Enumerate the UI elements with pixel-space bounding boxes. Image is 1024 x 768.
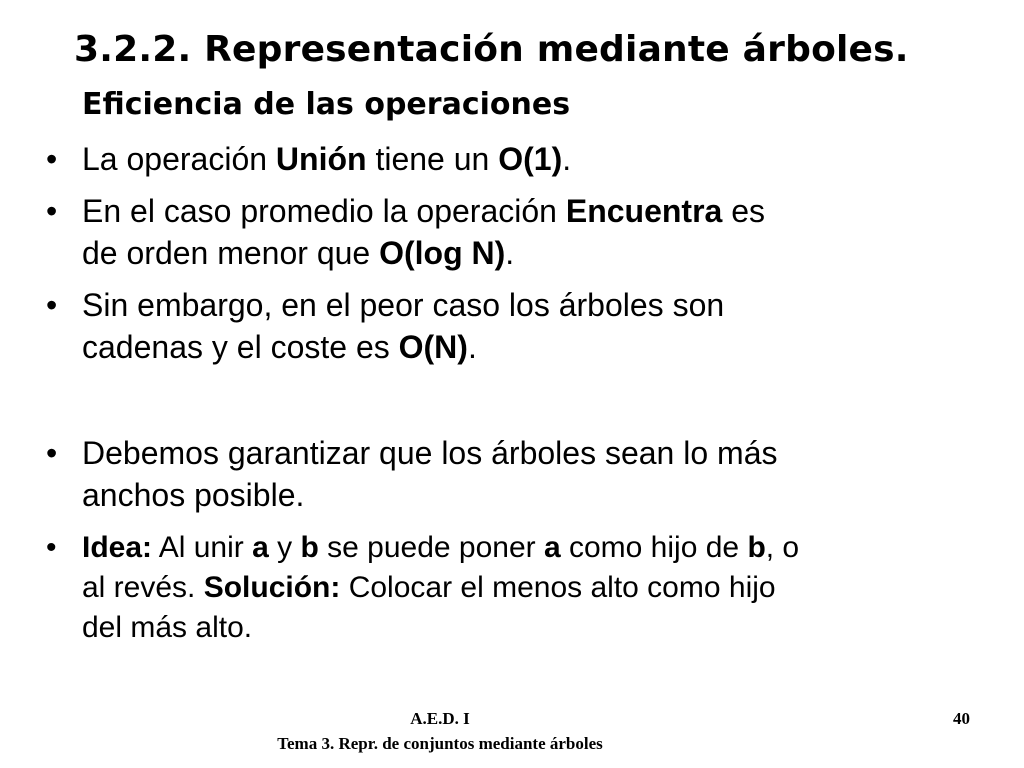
text-run: Al unir xyxy=(152,531,253,564)
text-run: La operación xyxy=(82,141,276,177)
text-run: se puede poner xyxy=(318,531,544,564)
bullet-line xyxy=(82,138,982,180)
bullet-line xyxy=(82,432,982,474)
bullet-line xyxy=(82,232,982,274)
bullet-text xyxy=(82,284,982,368)
bold-run: O(1) xyxy=(498,141,563,177)
bold-run: Unión xyxy=(275,141,367,177)
bold-run: O(N) xyxy=(398,329,468,365)
bold-run: a xyxy=(252,531,269,564)
footer-topic: Tema 3. Repr. de conjuntos mediante árboles xyxy=(277,734,603,753)
text-run: del más alto. xyxy=(82,611,253,644)
text-run: . xyxy=(467,329,477,365)
bullet-text xyxy=(82,528,982,648)
bold-run: O(log N) xyxy=(379,235,506,271)
text-run: tiene un xyxy=(366,141,499,177)
slide-title: 3.2.2. Representación mediante árboles. xyxy=(74,29,909,70)
bullet-text xyxy=(82,190,982,274)
footer-course-info xyxy=(230,706,650,756)
text-run: Colocar el menos alto como hijo xyxy=(340,571,776,604)
text-run: y xyxy=(268,531,301,564)
bold-run: a xyxy=(543,531,561,564)
text-run: al revés. xyxy=(82,571,204,604)
text-run: de orden menor que xyxy=(82,235,380,271)
bold-run: b xyxy=(300,531,319,564)
bullet-line xyxy=(82,326,982,368)
bold-run: b xyxy=(747,531,766,564)
text-run: En el caso promedio la operación xyxy=(82,193,566,229)
bold-run: Idea: xyxy=(82,531,153,564)
bullet-dot-icon: • xyxy=(46,141,58,177)
bullet-text xyxy=(82,432,982,516)
bullet-line xyxy=(82,474,982,516)
text-run: . xyxy=(562,141,572,177)
footer-page-number: 40 xyxy=(953,709,970,728)
text-run: cadenas y el coste es xyxy=(82,329,399,365)
text-run: es xyxy=(722,193,766,229)
bullet-dot-icon: • xyxy=(46,531,57,564)
text-run: anchos posible. xyxy=(82,477,305,513)
bullet-dot-icon: • xyxy=(46,287,58,323)
text-run: , o xyxy=(765,531,800,564)
bullet-text xyxy=(82,138,982,180)
bullet-line xyxy=(82,528,982,568)
text-run: . xyxy=(505,235,515,271)
bullet-line xyxy=(82,608,982,648)
bullet-dot-icon: • xyxy=(46,435,58,471)
slide-subtitle: Eficiencia de las operaciones xyxy=(82,87,571,122)
bullet-line xyxy=(82,190,982,232)
text-run: Debemos garantizar que los árboles sean lo más xyxy=(82,435,778,471)
bold-run: Solución: xyxy=(203,571,341,604)
footer-course: A.E.D. I xyxy=(410,709,470,728)
bullet-dot-icon: • xyxy=(46,193,58,229)
bullet-line xyxy=(82,284,982,326)
text-run: Sin embargo, en el peor caso los árboles son xyxy=(82,287,725,323)
bold-run: Encuentra xyxy=(565,193,723,229)
text-run: como hijo de xyxy=(560,531,748,564)
bullet-line xyxy=(82,568,982,608)
